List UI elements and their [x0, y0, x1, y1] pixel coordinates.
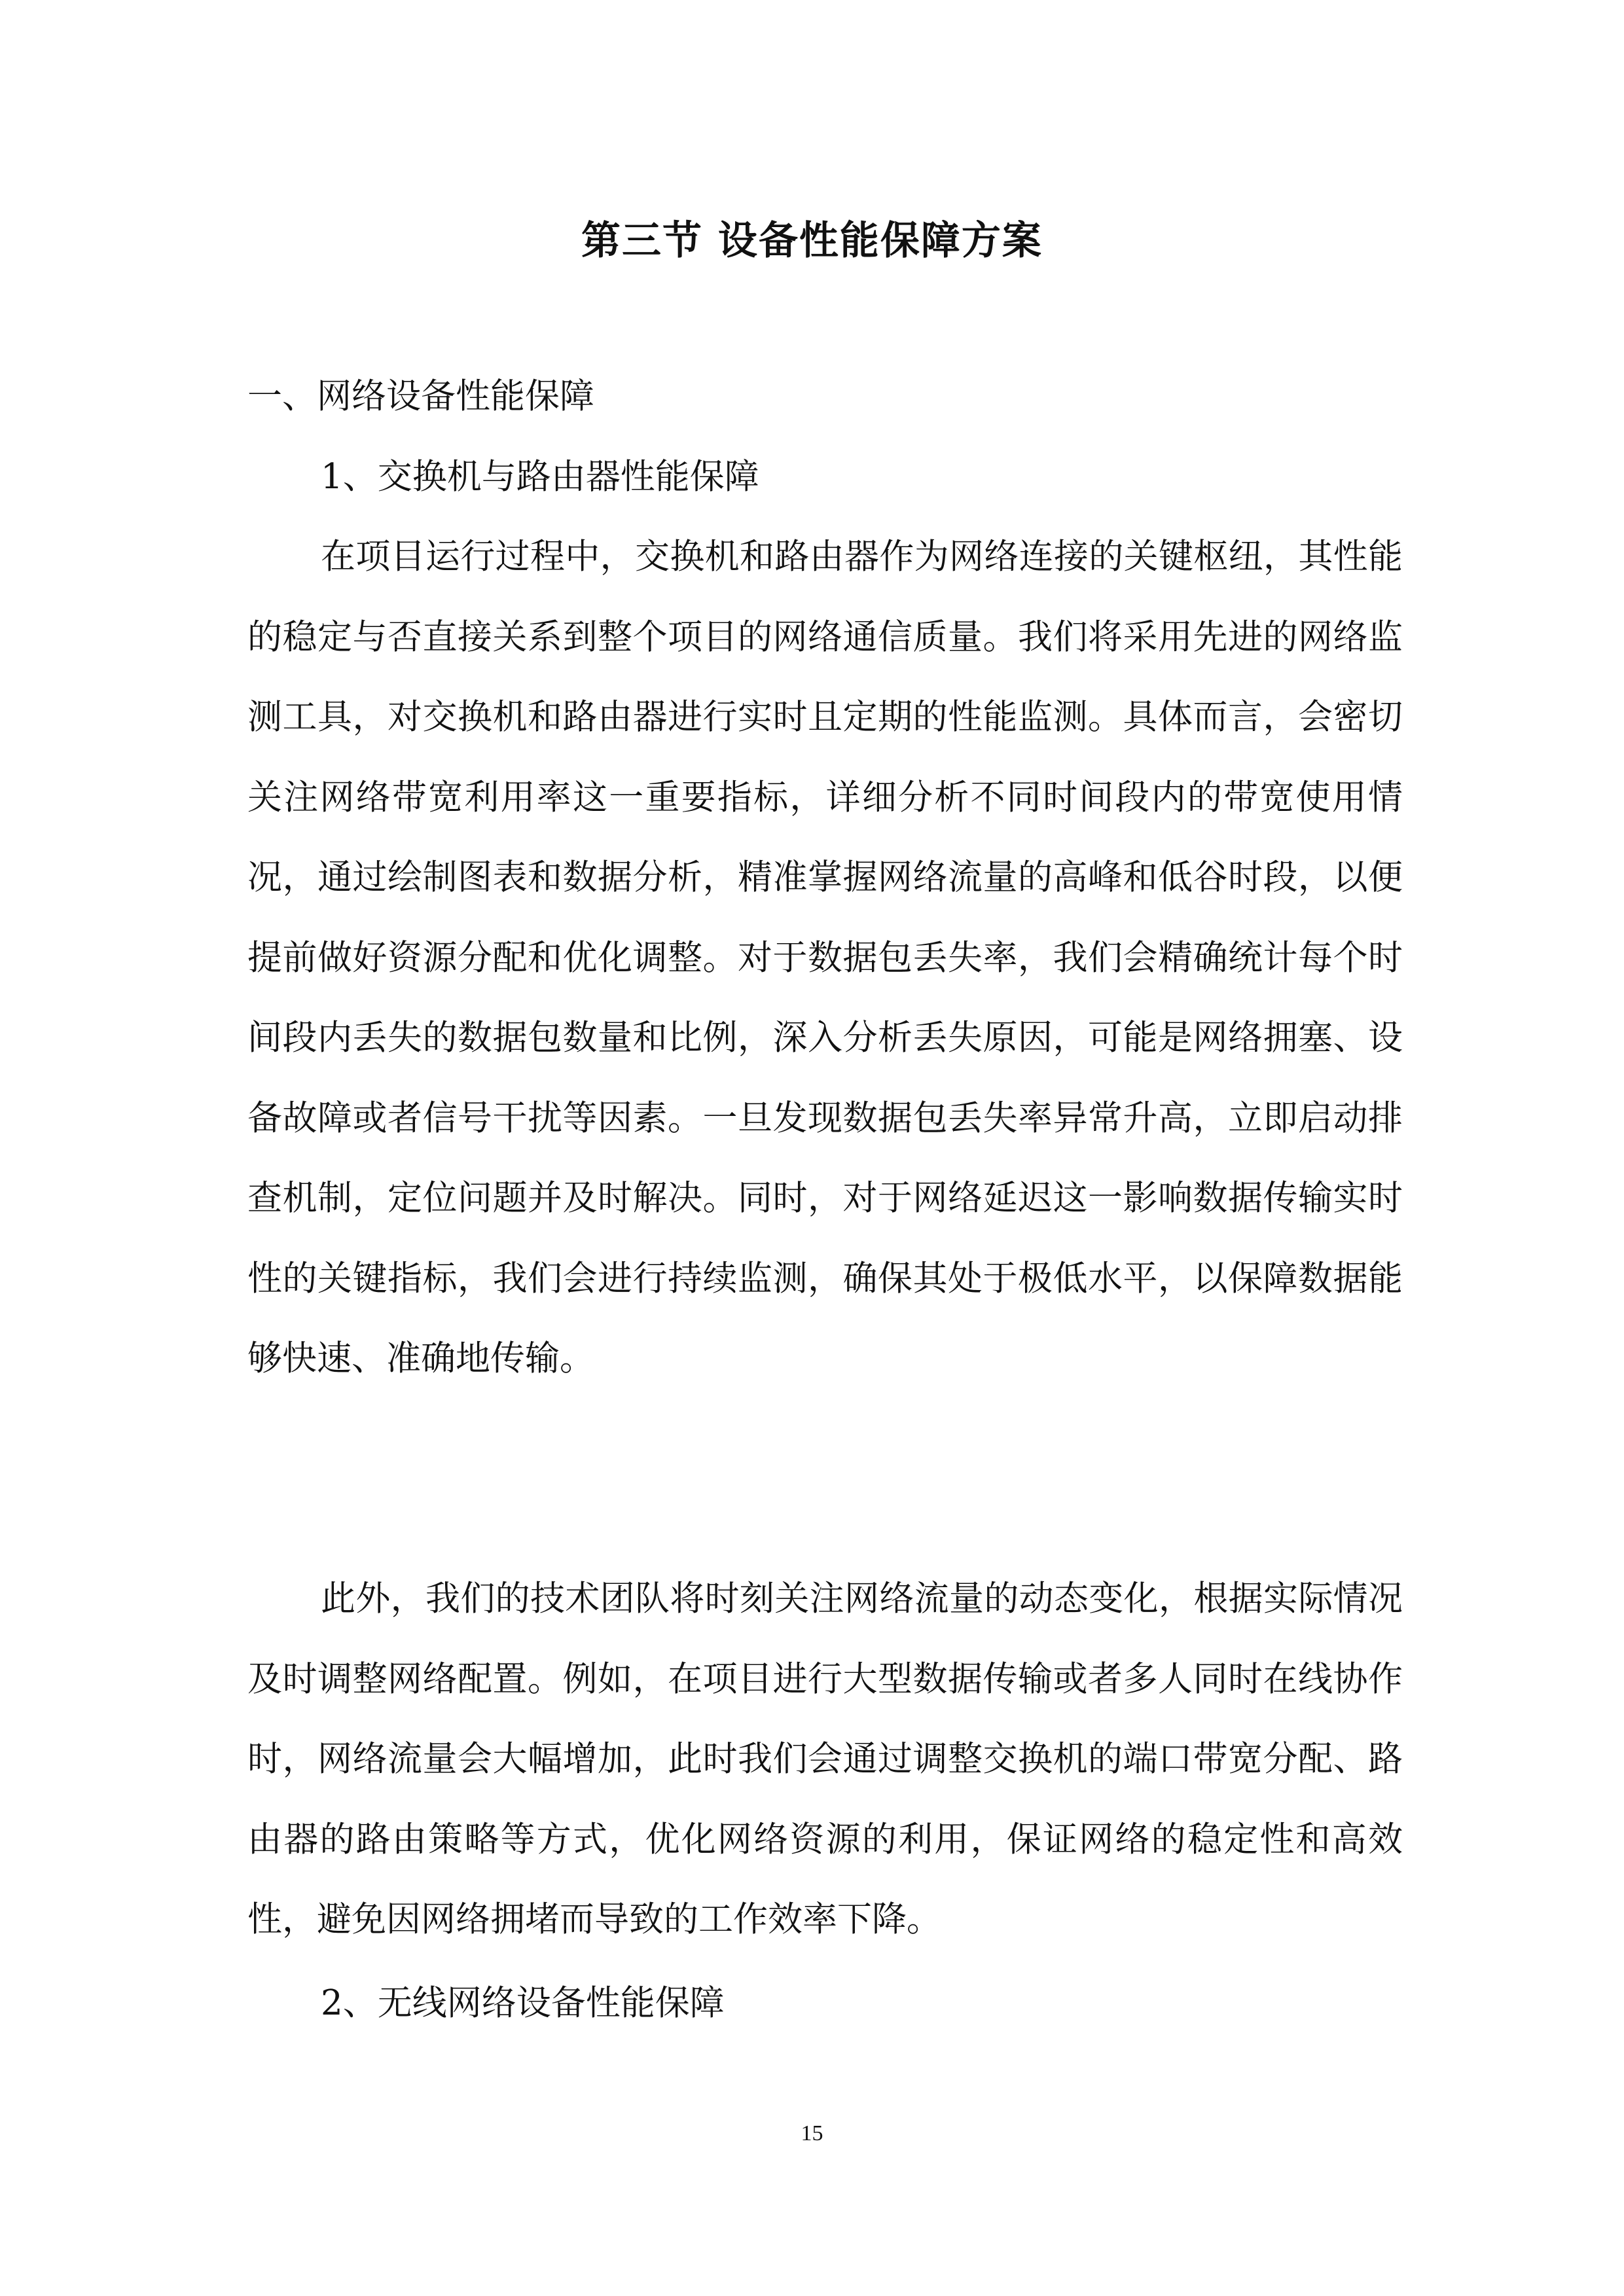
subsection-heading-1: 1、交换机与路由器性能保障: [321, 457, 759, 497]
page-number: 15: [801, 2121, 823, 2145]
page-title: 第三节 设备性能保障方案: [581, 218, 1043, 264]
paragraph-2: 此外，我们的技术团队将时刻关注网络流量的动态变化，根据实际情况及时调整网络配置。例如，在项目进行大型数据传输或者多人同时在线协作时，网络流量会大幅增加，此时我们会通过调整交换机的端口带宽分配、路由器的路由策略等方式，优化网络资源的利用，保证网络的稳定性和高效性，避免因网络拥堵而导致的工作效率下降。: [247, 1579, 1403, 1939]
subsection-heading-2: 2、无线网络设备性能保障: [321, 1983, 725, 2023]
section-heading: 一、网络设备性能保障: [247, 376, 594, 416]
paragraph-1: 在项目运行过程中，交换机和路由器作为网络连接的关键枢纽，其性能的稳定与否直接关系到整个项目的网络通信质量。我们将采用先进的网络监测工具，对交换机和路由器进行实时且定期的性能监测。具体而言，会密切关注网络带宽利用率这一重要指标，详细分析不同时间段内的带宽使用情况，通过绘制图表和数据分析，精准掌握网络流量的高峰和低谷时段，以便提前做好资源分配和优化调整。对于数据包丢失率，我们会精确统计每个时间段内丢失的数据包数量和比例，深入分析丢失原因，可能是网络拥塞、设备故障或者信号干扰等因素。一旦发现数据包丢失率异常升高，立即启动排查机制，定位问题并及时解决。同时，对于网络延迟这一影响数据传输实时性的关键指标，我们会进行持续监测，确保其处于极低水平，以保障数据能够快速、准确地传输。: [247, 537, 1403, 1378]
